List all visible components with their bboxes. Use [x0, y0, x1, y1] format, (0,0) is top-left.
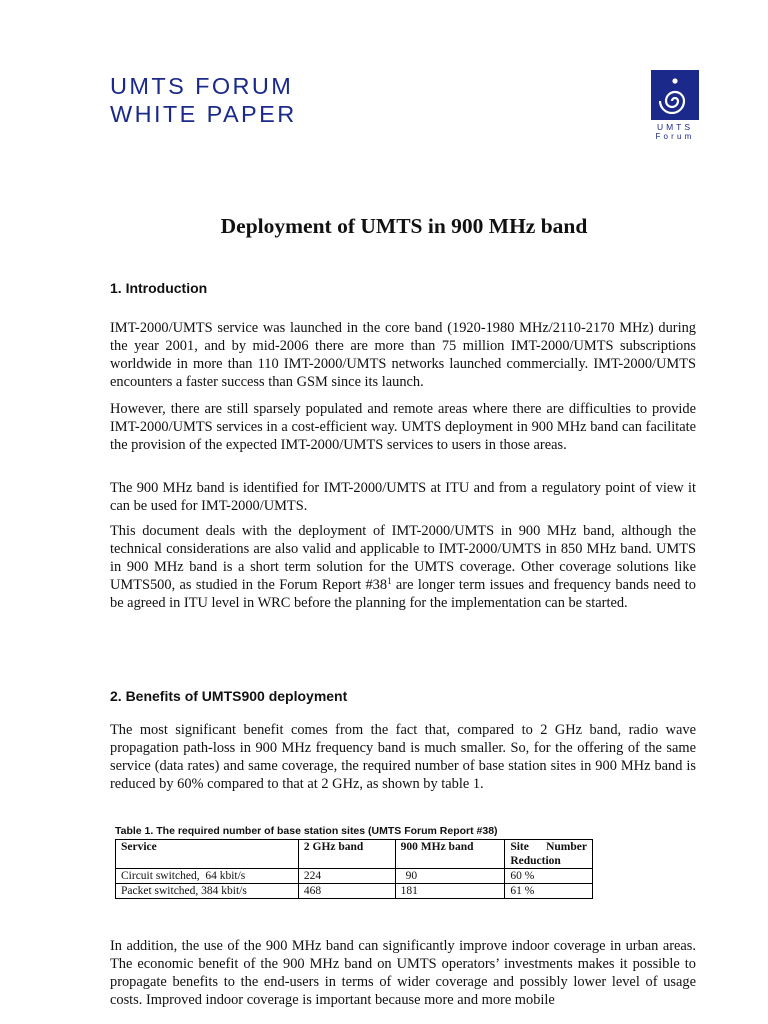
paragraph-4-text-a: This document deals with the deployment of IMT-2000/UMTS in 900 MHz band, although the technical considerations are also valid and applicable to IMT-2000/UMTS in 850 MHz band. UMTS in 900 MHz band is a short term solution for the UMTS coverage. Other coverage solutions like UMTS500, as studied in the Forum Report #38	[110, 523, 696, 593]
header-900mhz: 900 MHz band	[395, 840, 505, 869]
header-reduction-line-1: Site Number	[510, 841, 587, 853]
table-cell: 181	[395, 884, 505, 899]
table-header-row	[116, 840, 593, 869]
section-2-heading: 2. Benefits of UMTS900 deployment	[110, 688, 348, 704]
section-2-paragraph-1: The most significant benefit comes from the fact that, compared to 2 GHz band, radio wave propagation path-loss in 900 MHz frequency band is much smaller. So, for the offering of the same service (data rates) and same coverage, the required number of base station sites in 900 MHz band is reduced by 60% compared to that at 2 GHz, as shown by table 1.	[110, 722, 696, 792]
table-caption: Table 1. The required number of base station sites (UMTS Forum Report #38)	[115, 825, 498, 837]
section-1-heading: 1. Introduction	[110, 280, 208, 296]
table-cell: 224	[298, 869, 395, 884]
logo-text-forum: Forum	[655, 132, 695, 141]
table-cell: Circuit switched, 64 kbit/s	[116, 869, 299, 884]
section-1-paragraph-2: However, there are still sparsely populated and remote areas where there are difficulties to provide IMT-2000/UMTS services in a cost-efficient way. UMTS deployment in 900 MHz band can facilitate the provision of the expected IMT-2000/UMTS services to users in those areas.	[110, 401, 696, 453]
table-cell: Packet switched, 384 kbit/s	[116, 884, 299, 899]
whitepaper-header	[110, 72, 297, 128]
section-1-paragraph-3: The 900 MHz band is identified for IMT-2000/UMTS at ITU and from a regulatory point of view it can be used for IMT-2000/UMTS.	[110, 480, 696, 514]
base-station-table	[115, 839, 593, 899]
section-1-paragraph-4	[110, 522, 696, 612]
header-2ghz: 2 GHz band	[298, 840, 395, 869]
header-line-2: WHITE PAPER	[110, 101, 297, 127]
logo-emblem	[651, 70, 699, 120]
spiral-icon	[651, 70, 699, 120]
table-cell: 90	[395, 869, 505, 884]
table-cell: 468	[298, 884, 395, 899]
table-row	[116, 869, 593, 884]
footnote-marker: 1	[387, 576, 392, 586]
umts-forum-logo	[651, 70, 699, 146]
section-1-paragraph-1: IMT-2000/UMTS service was launched in the core band (1920-1980 MHz/2110-2170 MHz) during the year 2001, and by mid-2006 there are more than 75 million IMT-2000/UMTS subscriptions worldwide in more than 110 IMT-2000/UMTS networks launched commercially. IMT-2000/UMTS encounters a faster success than GSM since its launch.	[110, 320, 696, 390]
paragraph-4-text-b: are longer term issues and frequency bands need to be agreed in ITU level in WRC before the planning for the implementation can be started.	[110, 577, 696, 611]
header-line-1: UMTS FORUM	[110, 73, 294, 99]
table-cell: 61 %	[505, 884, 593, 899]
table-cell: 60 %	[505, 869, 593, 884]
header-service: Service	[116, 840, 299, 869]
header-reduction-line-2: Reduction	[510, 855, 561, 867]
header-reduction	[505, 840, 593, 869]
logo-text-umts: UMTS	[656, 122, 694, 132]
section-2-paragraph-2: In addition, the use of the 900 MHz band can significantly improve indoor coverage in urban areas. The economic benefit of the 900 MHz band on UMTS operators’ investments makes it possible to propagate benefits to the end-users in terms of wider coverage and possibly lower level of usage costs. Improved indoor coverage is important because more and more mobile	[110, 938, 696, 1008]
table-row	[116, 884, 593, 899]
document-title: Deployment of UMTS in 900 MHz band	[220, 214, 588, 238]
